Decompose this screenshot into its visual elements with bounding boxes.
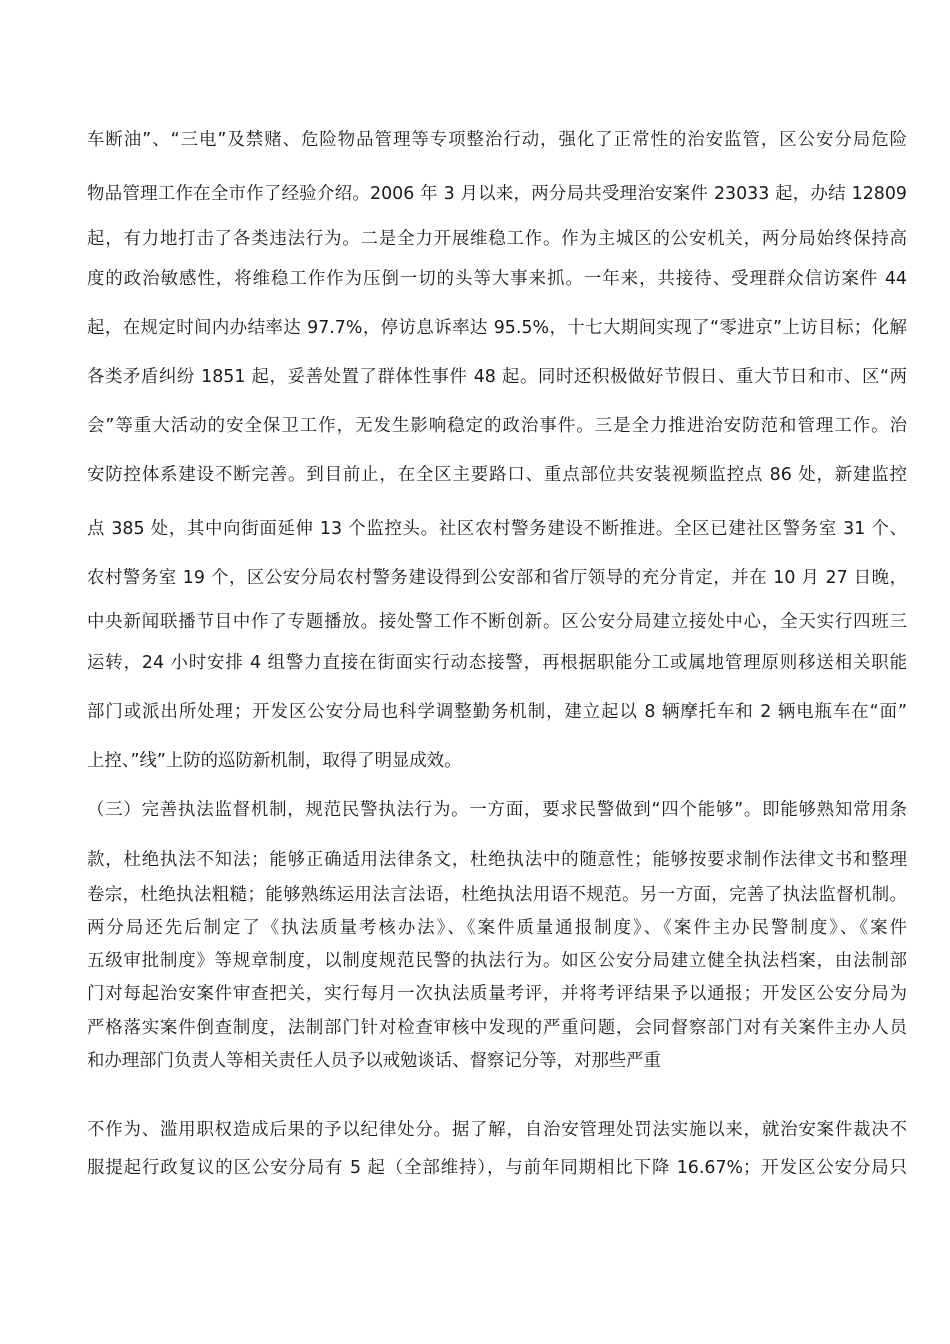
text-line: 部门或派出所处理；开发区公安分局也科学调整勤务机制，建立起以 8 辆摩托车和 2 辆电瓶车在“面” bbox=[87, 702, 907, 722]
text-line: 运转，24 小时安排 4 组警力直接在街面实行动态接警，再根据职能分工或属地管理原则移送相关职能 bbox=[87, 653, 907, 673]
text-line: （三）完善执法监督机制，规范民警执法行为。一方面，要求民警做到“四个能够”。即能够熟知常用条 bbox=[87, 800, 907, 820]
text-line: 度的政治敏感性，将维稳工作作为压倒一切的头等大事来抓。一年来，共接待、受理群众信访案件 44 bbox=[87, 269, 907, 289]
text-line: 农村警务室 19 个，区公安分局农村警务建设得到公安部和省厅领导的充分肯定，并在 10 月 27 日晚， bbox=[87, 568, 907, 588]
text-line: 车断油”、“三电”及禁赌、危险物品管理等专项整治行动，强化了正常性的治安监管，区公安分局危险 bbox=[87, 130, 907, 150]
text-line: 卷宗，杜绝执法粗糙；能够熟练运用法言法语，杜绝执法用语不规范。另一方面，完善了执法监督机制。 bbox=[87, 885, 907, 905]
text-line: 服提起行政复议的区公安分局有 5 起（全部维持），与前年同期相比下降 16.67%；开发区公安分局只 bbox=[87, 1158, 907, 1178]
text-line: 安防控体系建设不断完善。到目前止，在全区主要路口、重点部位共安装视频监控点 86 处，新建监控 bbox=[87, 465, 907, 485]
text-line: 款，杜绝执法不知法；能够正确适用法律条文，杜绝执法中的随意性；能够按要求制作法律文书和整理 bbox=[87, 850, 907, 870]
text-line: 中央新闻联播节目中作了专题播放。接处警工作不断创新。区公安分局建立接处中心，全天实行四班三 bbox=[87, 612, 907, 632]
text-line: 门对每起治安案件审查把关，实行每月一次执法质量考评，并将考评结果予以通报；开发区公安分局为 bbox=[87, 984, 907, 1004]
text-line: 五级审批制度》等规章制度，以制度规范民警的执法行为。如区公安分局建立健全执法档案，由法制部 bbox=[87, 951, 907, 971]
text-line: 严格落实案件倒查制度，法制部门针对检查审核中发现的严重问题，会同督察部门对有关案件主办人员 bbox=[87, 1018, 907, 1038]
text-line: 两分局还先后制定了《执法质量考核办法》、《案件质量通报制度》、《案件主办民警制度》、《案件 bbox=[87, 918, 907, 938]
text-line: 起，在规定时间内办结率达 97.7%，停访息诉率达 95.5%，十七大期间实现了“零进京”上访目标；化解 bbox=[87, 318, 907, 338]
text-line: 起，有力地打击了各类违法行为。二是全力开展维稳工作。作为主城区的公安机关，两分局始终保持高 bbox=[87, 229, 907, 249]
text-line: 会”等重大活动的安全保卫工作，无发生影响稳定的政治事件。三是全力推进治安防范和管理工作。治 bbox=[87, 416, 907, 436]
text-line: 物品管理工作在全市作了经验介绍。2006 年 3 月以来，两分局共受理治安案件 23033 起，办结 12809 bbox=[87, 184, 907, 204]
text-line: 上控、”线”上防的巡防新机制，取得了明显成效。 bbox=[87, 751, 462, 771]
text-line: 各类矛盾纠纷 1851 起，妥善处置了群体性事件 48 起。同时还积极做好节假日、重大节日和市、区“两 bbox=[87, 367, 907, 387]
text-line: 和办理部门负责人等相关责任人员予以戒勉谈话、督察记分等，对那些严重 bbox=[87, 1051, 661, 1071]
text-line: 不作为、滥用职权造成后果的予以纪律处分。据了解，自治安管理处罚法实施以来，就治安案件裁决不 bbox=[87, 1120, 907, 1140]
text-line: 点 385 处，其中向街面延伸 13 个监控头。社区农村警务建设不断推进。全区已建社区警务室 31 个、 bbox=[87, 519, 907, 539]
